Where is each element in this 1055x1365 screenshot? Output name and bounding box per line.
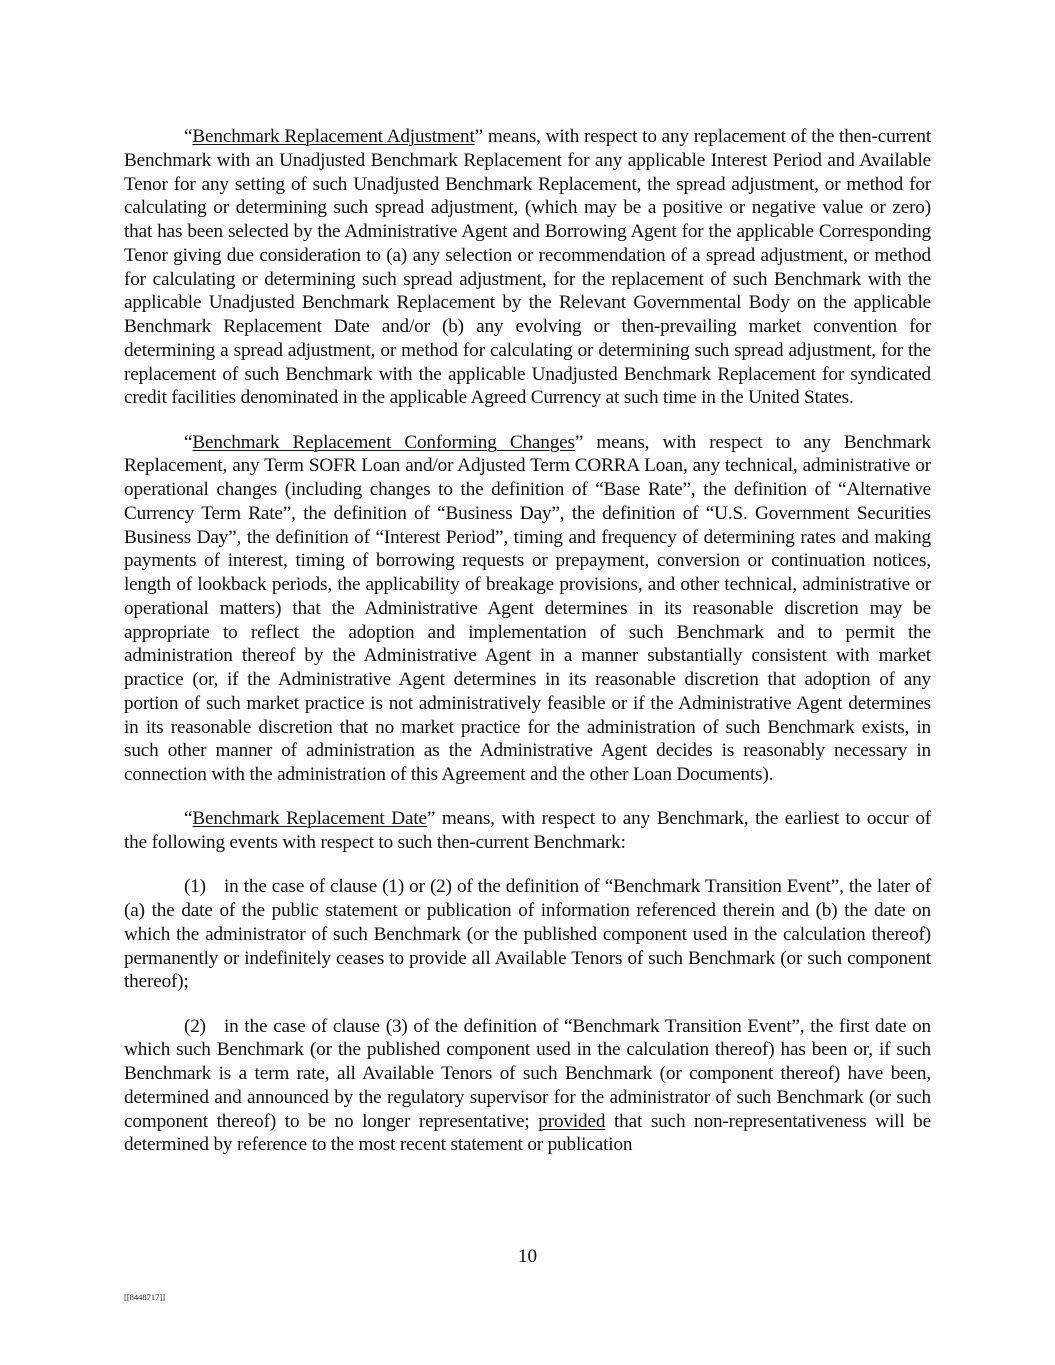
defined-term: Benchmark Replacement Adjustment bbox=[192, 126, 475, 147]
underlined-provided: provided bbox=[538, 1110, 606, 1132]
defined-term: Benchmark Replacement Date bbox=[192, 808, 427, 830]
clause-1 bbox=[124, 875, 931, 994]
definition-benchmark-replacement-date bbox=[124, 807, 931, 855]
clause-2 bbox=[124, 1015, 931, 1158]
clause-text-continued: that such non-representativeness will be determined by reference to the most recent statement or publication bbox=[124, 1110, 931, 1156]
clause-number: (1) bbox=[184, 876, 206, 898]
document-id: [[8448717]] bbox=[124, 1292, 166, 1302]
document-page bbox=[124, 125, 931, 1178]
definition-benchmark-replacement-conforming-changes bbox=[124, 431, 931, 787]
page-number: 10 bbox=[517, 1246, 538, 1267]
open-quote: “ bbox=[184, 126, 193, 147]
definition-text: ” means, with respect to any replacement of the then-current Benchmark with an Unadjusted Benchmark Replacement for any applicable Interest Period and Available Tenor for any setting of such Unadjusted Benchmark Replacement, the spread adjustment, or method for calculating or determining such spread adjustment, (which may be a positive or negative value or zero) that has been selected by the Administrative Agent and Borrowing Agent for the applicable Corresponding Tenor giving due consideration to (a) any selection or recommendation of a spread adjustment, or method for calculating or determining such spread adjustment, for the replacement of such Benchmark with the applicable Unadjusted Benchmark Replacement by the Relevant Governmental Body on the applicable Benchmark Replacement Date and/or (b) any evolving or then-prevailing market convention for determining a spread adjustment, or method for calculating or determining such spread adjustment, for the replacement of such Benchmark with the applicable Unadjusted Benchmark Replacement for syndicated credit facilities denominated in the applicable Agreed Currency at such time in the United States. bbox=[124, 126, 931, 409]
definition-benchmark-replacement-adjustment bbox=[124, 125, 931, 410]
definition-text: ” means, with respect to any Benchmark Replacement, any Term SOFR Loan and/or Adjusted Term CORRA Loan, any technical, administrative or operational changes (including changes to the definition of “Base Rate”, the definition of “Alternative Currency Term Rate”, the definition of “Business Day”, the definition of “U.S. Government Securities Business Day”, the definition of “Interest Period”, timing and frequency of determining rates and making payments of interest, timing of borrowing requests or prepayment, conversion or continuation notices, length of lookback periods, the applicability of breakage provisions, and other technical, administrative or operational matters) that the Administrative Agent determines in its reasonable discretion may be appropriate to reflect the adoption and implementation of such Benchmark and to permit the administration thereof by the Administrative Agent in a manner substantially consistent with market practice (or, if the Administrative Agent determines in its reasonable discretion that adoption of any portion of such market practice is not administratively feasible or if the Administrative Agent determines in its reasonable discretion that no market practice for the administration of such Benchmark exists, in such other manner of administration as the Administrative Agent decides is reasonably necessary in connection with the administration of this Agreement and the other Loan Documents). bbox=[124, 431, 931, 785]
clause-number: (2) bbox=[184, 1015, 206, 1037]
clause-text: in the case of clause (1) or (2) of the definition of “Benchmark Transition Event”, the later of (a) the date of the public statement or publication of information referenced therein and (b) the date on which the administrator of such Benchmark (or the published component used in the calculation thereof) permanently or indefinitely ceases to provide all Available Tenors of such Benchmark (or such component thereof); bbox=[124, 876, 931, 993]
defined-term: Benchmark Replacement Conforming Changes bbox=[192, 431, 575, 453]
clause-text: in the case of clause (3) of the definition of “Benchmark Transition Event”, the first date on which such Benchmark (or the published component used in the calculation thereof) has been or, if such Benchmark is a term rate, all Available Tenors of such Benchmark (or component thereof) have been, determined and announced by the regulatory supervisor for the administrator of such Benchmark (or such component thereof) to be no longer representative; bbox=[124, 1015, 931, 1132]
definition-text: ” means, with respect to any Benchmark, the earliest to occur of the following events with respect to such then-current Benchmark: bbox=[124, 808, 932, 853]
open-quote: “ bbox=[184, 431, 193, 453]
open-quote: “ bbox=[184, 808, 193, 830]
